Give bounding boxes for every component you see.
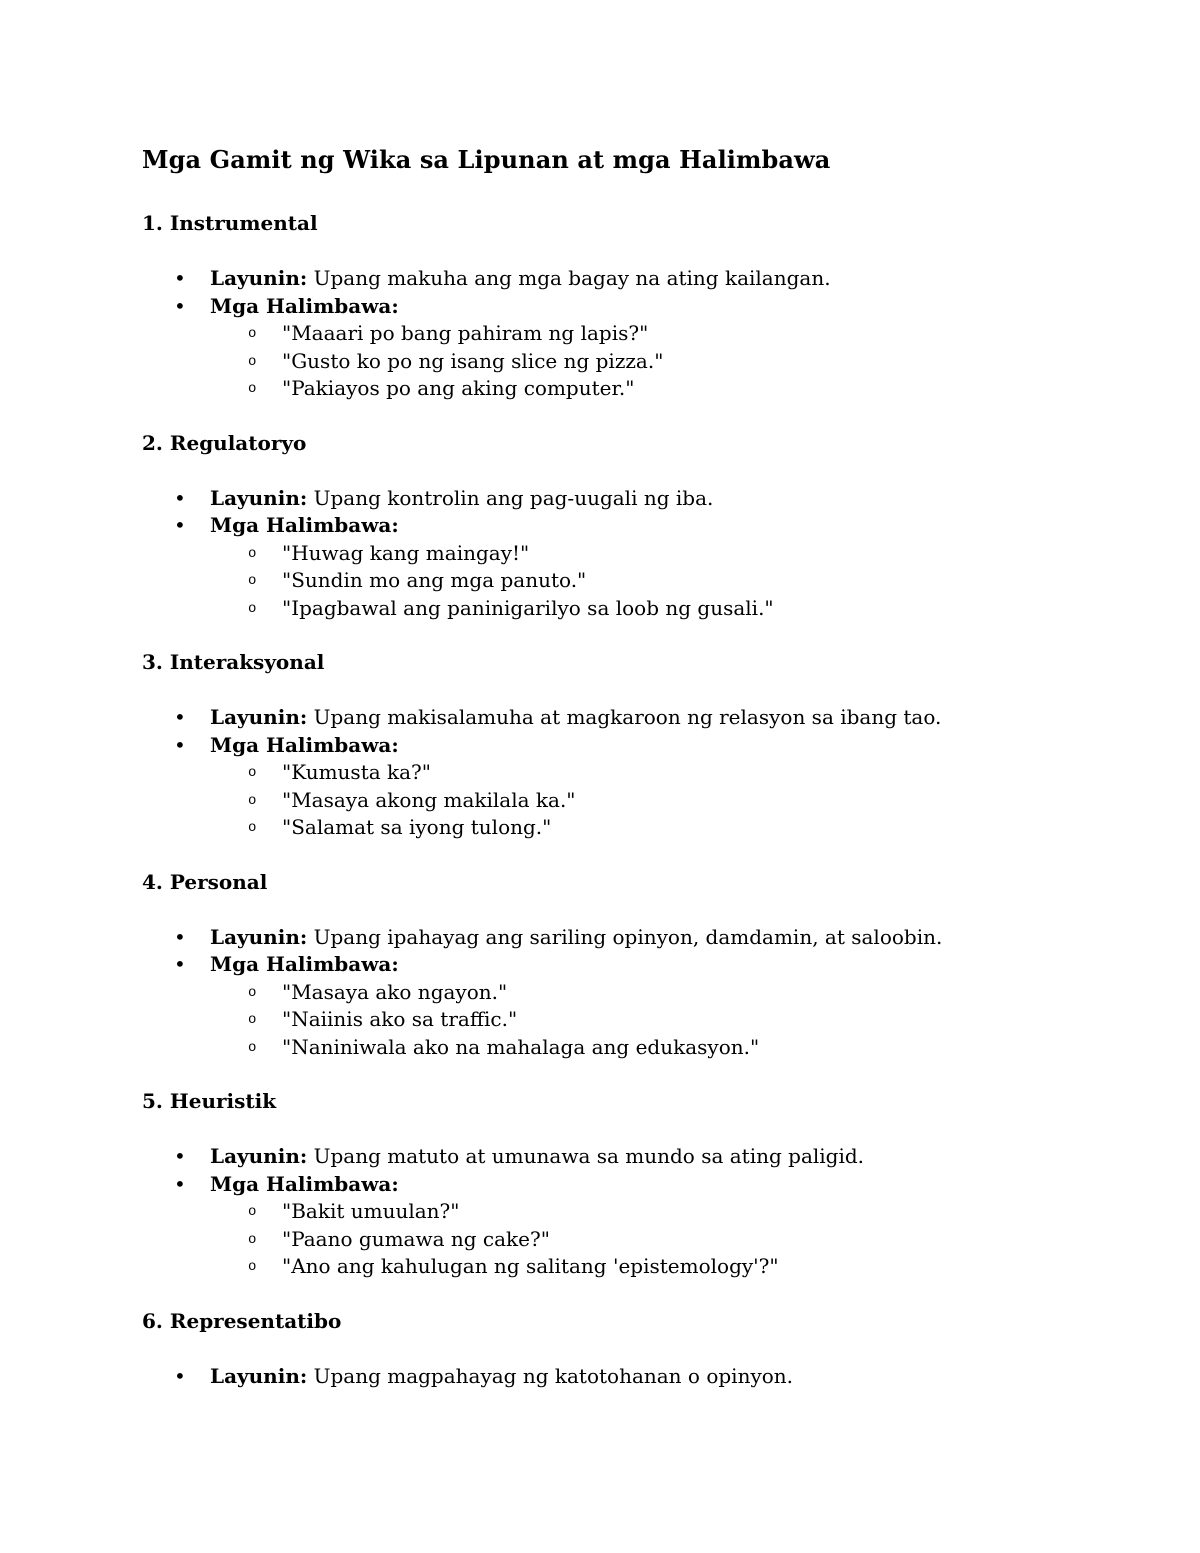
- section-personal: [142, 869, 1102, 1062]
- example-item: o "Sundin mo ang mga panuto.": [282, 567, 1102, 595]
- layunin-text: Upang makuha ang mga bagay na ating kailangan.: [307, 266, 831, 290]
- halimbawa-item: [210, 512, 1102, 622]
- examples-list: [210, 540, 1102, 623]
- example-item: o "Huwag kang maingay!": [282, 540, 1102, 568]
- halimbawa-item: [210, 951, 1102, 1061]
- examples-list: [210, 979, 1102, 1062]
- layunin-item: [210, 265, 1102, 293]
- section-heading: 3. Interaksyonal: [142, 650, 325, 674]
- examples-list: [210, 320, 1102, 403]
- layunin-label: Layunin:: [210, 1363, 308, 1388]
- document-page: [142, 140, 1102, 1417]
- example-item: o "Salamat sa iyong tulong.": [282, 814, 1102, 842]
- example-item: o "Paano gumawa ng cake?": [282, 1226, 1102, 1254]
- halimbawa-item: [210, 732, 1102, 842]
- section-heading: 6. Representatibo: [142, 1308, 342, 1333]
- section-representatibo: [142, 1308, 1102, 1391]
- halimbawa-label: Mga Halimbawa:: [210, 293, 399, 318]
- layunin-text: Upang matuto at umunawa sa mundo sa ating paligid.: [307, 1144, 865, 1168]
- section-heading: 2. Regulatoryo: [142, 430, 307, 455]
- layunin-item: [210, 1363, 1102, 1391]
- layunin-item: [210, 485, 1102, 513]
- layunin-label: Layunin:: [210, 924, 308, 949]
- layunin-text: Upang makisalamuha at magkaroon ng relasyon sa ibang tao.: [307, 705, 942, 729]
- layunin-label: Layunin:: [210, 705, 308, 729]
- section-heading: 1. Instrumental: [142, 211, 318, 235]
- layunin-label: Layunin:: [210, 485, 308, 510]
- layunin-text: Upang ipahayag ang sariling opinyon, damdamin, at saloobin.: [307, 924, 943, 949]
- example-item: o "Masaya akong makilala ka.": [282, 787, 1102, 815]
- example-item: o "Naiinis ako sa traffic.": [282, 1006, 1102, 1034]
- example-item: o "Masaya ako ngayon.": [282, 979, 1102, 1007]
- halimbawa-label: Mga Halimbawa:: [210, 1171, 399, 1196]
- halimbawa-label: Mga Halimbawa:: [210, 952, 399, 976]
- example-item: o "Pakiayos po ang aking computer.": [282, 375, 1102, 403]
- example-item: o "Bakit umuulan?": [282, 1198, 1102, 1226]
- document-title: Mga Gamit ng Wika sa Lipunan at mga Halimbawa: [142, 145, 831, 174]
- examples-list: [210, 1198, 1102, 1281]
- halimbawa-item: [210, 1171, 1102, 1281]
- example-item: o "Ipagbawal ang paninigarilyo sa loob ng gusali.": [282, 595, 1102, 623]
- section-bullet-list: [142, 265, 1102, 403]
- section-heading: 4. Personal: [142, 869, 268, 894]
- section-bullet-list: [142, 924, 1102, 1062]
- example-item: o "Ano ang kahulugan ng salitang 'epistemology'?": [282, 1253, 1102, 1281]
- layunin-item: [210, 1143, 1102, 1171]
- examples-list: [210, 759, 1102, 842]
- layunin-text: Upang magpahayag ng katotohanan o opinyon.: [307, 1363, 794, 1388]
- example-item: o "Maaari po bang pahiram ng lapis?": [282, 320, 1102, 348]
- layunin-text: Upang kontrolin ang pag-uugali ng iba.: [307, 485, 714, 510]
- section-instrumental: [142, 210, 1102, 403]
- layunin-label: Layunin:: [210, 266, 308, 290]
- example-item: o "Naniniwala ako na mahalaga ang edukasyon.": [282, 1034, 1102, 1062]
- layunin-item: [210, 924, 1102, 952]
- layunin-item: [210, 704, 1102, 732]
- halimbawa-item: [210, 293, 1102, 403]
- section-bullet-list: [142, 485, 1102, 623]
- section-heuristik: [142, 1088, 1102, 1281]
- section-bullet-list: [142, 1363, 1102, 1391]
- section-bullet-list: [142, 1143, 1102, 1281]
- section-bullet-list: [142, 704, 1102, 842]
- section-regulatoryo: [142, 430, 1102, 623]
- halimbawa-label: Mga Halimbawa:: [210, 513, 399, 537]
- example-item: o "Kumusta ka?": [282, 759, 1102, 787]
- section-interaksyonal: [142, 649, 1102, 842]
- layunin-label: Layunin:: [210, 1144, 308, 1168]
- example-item: o "Gusto ko po ng isang slice ng pizza.": [282, 348, 1102, 376]
- halimbawa-label: Mga Halimbawa:: [210, 732, 399, 757]
- section-heading: 5. Heuristik: [142, 1089, 277, 1113]
